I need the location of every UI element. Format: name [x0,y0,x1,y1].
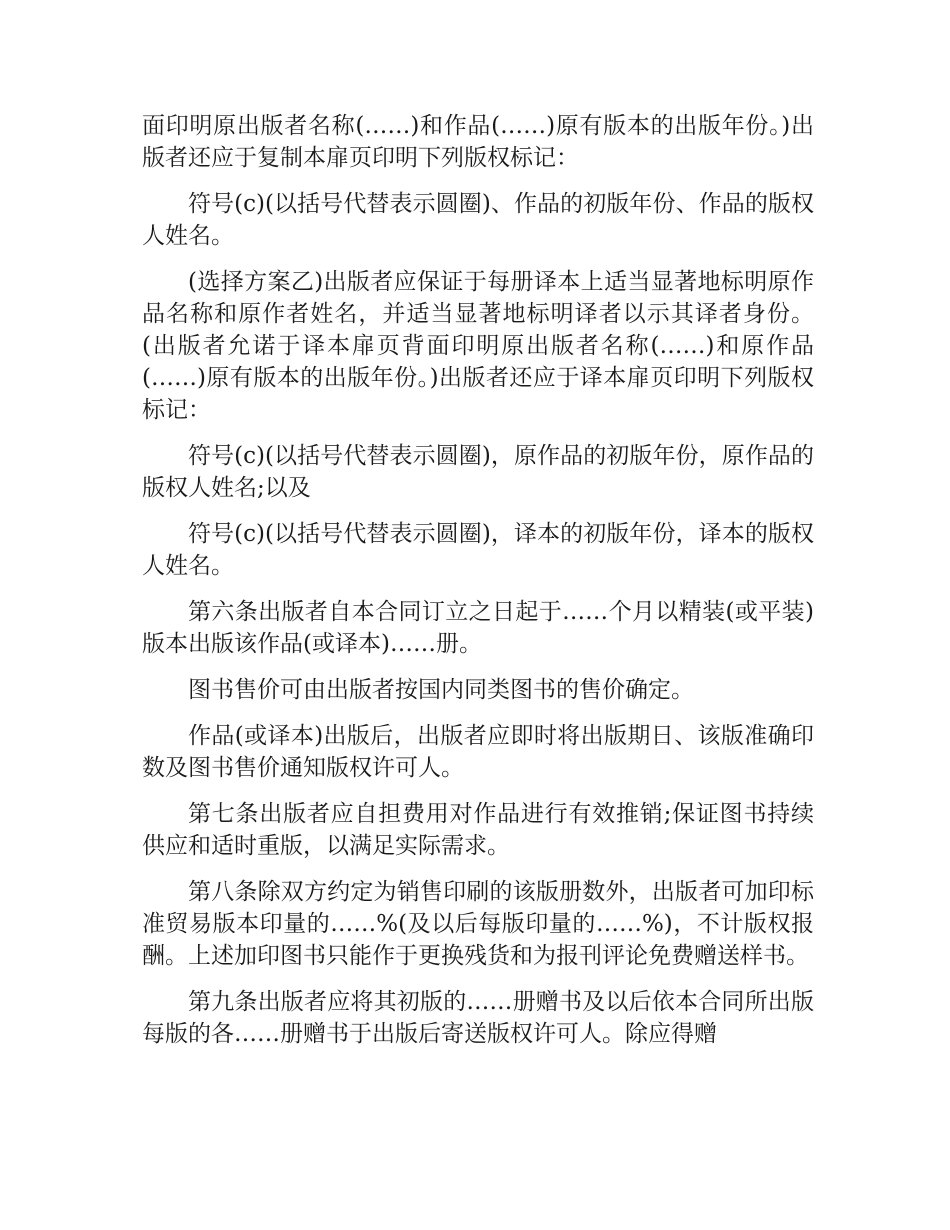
paragraph-pricing: 图书售价可由出版者按国内同类图书的售价确定。 [188,677,694,703]
paragraph-article-6: 第六条出版者自本合同订立之日起于……个月以精装(或平装)版本出版该作品(或译本)……册。 [142,599,814,657]
paragraph-option-b: (选择方案乙)出版者应保证于每册译本上适当显著地标明原作品名称和原作者姓名，并适当显著地标明译者以示其译者身份。(出版者允诺于译本扉页背面印明原出版者名称(……)和原作品(……)原有版本的出版年份。)出版者还应于译本扉页印明下列版权标记： [142,269,814,423]
paragraph-continuation: 面印明原出版者名称(……)和作品(……)原有版本的出版年份。)出版者还应于复制本扉页印明下列版权标记： [142,113,814,171]
paragraph-article-9: 第九条出版者应将其初版的……册赠书及以后依本合同所出版每版的各……册赠书于出版后寄送版权许可人。除应得赠 [142,989,814,1047]
paragraph-article-8: 第八条除双方约定为销售印刷的该版册数外，出版者可加印标准贸易版本印量的……%(及以后每版印量的……%)，不计版权报酬。上述加印图书只能作于更换残货和为报刊评论免费赠送样书。 [142,879,814,969]
paragraph-copyright-mark-work: 符号(c)(以括号代替表示圆圈)、作品的初版年份、作品的版权人姓名。 [142,191,814,249]
paragraph-copyright-mark-original: 符号(c)(以括号代替表示圆圈)，原作品的初版年份，原作品的版权人姓名;以及 [142,443,814,501]
paragraph-notification: 作品(或译本)出版后，出版者应即时将出版期日、该版准确印数及图书售价通知版权许可人。 [142,723,814,781]
paragraph-article-7: 第七条出版者应自担费用对作品进行有效推销;保证图书持续供应和适时重版，以满足实际需求。 [142,801,814,859]
document-page [142,110,814,1064]
paragraph-copyright-mark-translation: 符号(c)(以括号代替表示圆圈)，译本的初版年份，译本的版权人姓名。 [142,521,814,579]
